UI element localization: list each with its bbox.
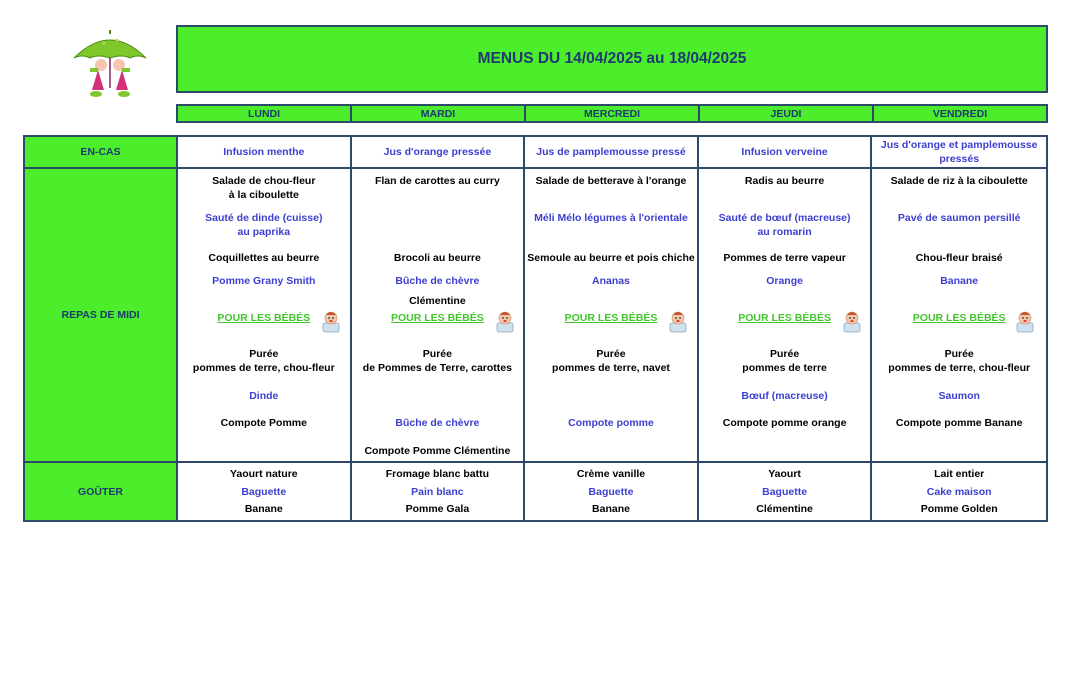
bebe-puree: Purée pommes de terre, chou-fleur bbox=[888, 348, 1031, 374]
page-title: MENUS DU 14/04/2025 au 18/04/2025 bbox=[176, 25, 1048, 93]
midi-extra: Clémentine bbox=[409, 295, 466, 307]
bebe-plat: Bœuf (macreuse) bbox=[741, 390, 828, 402]
bebe-puree: Purée pommes de terre, chou-fleur bbox=[192, 348, 335, 374]
bebe-dessert: Compote pomme Banane bbox=[895, 417, 1023, 429]
day-jeudi: JEUDI bbox=[700, 106, 874, 121]
midi-dessert: Bûche de chèvre bbox=[395, 275, 480, 287]
midi-accompagnement: Brocoli au beurre bbox=[393, 252, 481, 264]
bebe-plat: Dinde bbox=[249, 390, 279, 402]
encas-lundi: Infusion menthe bbox=[178, 137, 352, 169]
gouter-fruit: Banane bbox=[244, 503, 283, 516]
gouter-pain: Cake maison bbox=[926, 485, 992, 498]
midi-dessert: Banane bbox=[940, 275, 979, 287]
gouter-laitage: Crème vanille bbox=[576, 467, 646, 480]
gouter-vendredi bbox=[872, 463, 1046, 520]
day-vendredi: VENDREDI bbox=[932, 107, 988, 120]
midi-entree: Salade de riz à la ciboulette bbox=[890, 175, 1028, 187]
bebes-label: POUR LES BÉBÉS bbox=[738, 312, 831, 324]
bebe-dessert: Compote pomme orange bbox=[722, 417, 847, 429]
days-header bbox=[176, 104, 1048, 123]
row-label-encas: EN-CAS bbox=[25, 137, 178, 169]
encas-vendredi: Jus d'orange et pamplemousse pressés bbox=[872, 137, 1046, 169]
gouter-pain: Baguette bbox=[241, 485, 287, 498]
midi-accompagnement: Chou-fleur braisé bbox=[915, 252, 1003, 264]
bebes-label: POUR LES BÉBÉS bbox=[217, 312, 311, 324]
bebes-label: POUR LES BÉBÉS bbox=[564, 312, 658, 324]
midi-dessert: Pomme Grany Smith bbox=[212, 275, 316, 287]
gouter-fruit: Clémentine bbox=[756, 503, 813, 516]
girl-umbrella-icon bbox=[70, 28, 150, 100]
row-label-gouter: GOÛTER bbox=[25, 463, 178, 520]
gouter-pain: Baguette bbox=[762, 485, 808, 498]
row-label-midi: REPAS DE MIDI bbox=[25, 169, 178, 463]
gouter-jeudi bbox=[699, 463, 873, 520]
bebe-puree: Purée pommes de terre bbox=[742, 348, 827, 374]
baby-icon bbox=[320, 309, 342, 333]
bebe-puree: Purée de Pommes de Terre, carottes bbox=[362, 348, 512, 374]
gouter-fruit: Pomme Golden bbox=[920, 503, 998, 516]
midi-entree: Salade de betterave à l'orange bbox=[535, 175, 687, 187]
day-mercredi: MERCREDI bbox=[526, 106, 700, 121]
midi-vendredi bbox=[872, 169, 1046, 463]
gouter-lundi bbox=[178, 463, 352, 520]
bebes-label: POUR LES BÉBÉS bbox=[912, 312, 1006, 324]
bebe-dessert: Compote Pomme bbox=[220, 417, 307, 429]
encas-mercredi: Jus de pamplemousse pressé bbox=[525, 137, 699, 169]
gouter-fruit: Banane bbox=[592, 503, 630, 516]
midi-jeudi bbox=[699, 169, 873, 463]
gouter-laitage: Lait entier bbox=[934, 467, 985, 480]
baby-icon bbox=[1014, 309, 1036, 333]
midi-accompagnement: Coquillettes au beurre bbox=[208, 252, 320, 264]
gouter-mardi bbox=[352, 463, 526, 520]
bebe-dessert: Bûche de chèvre bbox=[395, 417, 480, 429]
bebe-dessert-extra: Compote Pomme Clémentine bbox=[364, 445, 511, 457]
midi-plat: Méli Mélo légumes à l'orientale bbox=[534, 212, 688, 224]
day-lundi: LUNDI bbox=[178, 106, 352, 121]
gouter-pain: Pain blanc bbox=[411, 485, 464, 498]
midi-entree: Flan de carottes au curry bbox=[374, 175, 500, 187]
encas-jeudi: Infusion verveine bbox=[699, 137, 873, 169]
midi-mardi bbox=[352, 169, 526, 463]
baby-icon bbox=[667, 309, 689, 333]
midi-plat: Sauté de bœuf (macreuse) au romarin bbox=[718, 212, 851, 238]
gouter-laitage: Fromage blanc battu bbox=[385, 467, 490, 480]
gouter-pain: Baguette bbox=[588, 485, 634, 498]
day-mardi: MARDI bbox=[352, 106, 526, 121]
midi-lundi bbox=[178, 169, 352, 463]
midi-entree: Radis au beurre bbox=[744, 175, 825, 187]
midi-accompagnement: Semoule au beurre et pois chiche bbox=[527, 252, 695, 264]
gouter-laitage: Yaourt nature bbox=[229, 467, 298, 480]
midi-dessert: Orange bbox=[766, 275, 803, 287]
midi-plat: Pavé de saumon persillé bbox=[897, 212, 1021, 224]
encas-mardi: Jus d'orange pressée bbox=[352, 137, 526, 169]
baby-icon bbox=[841, 309, 863, 333]
gouter-laitage: Yaourt bbox=[768, 467, 801, 480]
menu-table bbox=[23, 135, 1048, 522]
midi-entree: Salade de chou-fleur à la ciboulette bbox=[212, 175, 316, 201]
midi-plat: Sauté de dinde (cuisse) au paprika bbox=[205, 212, 323, 238]
midi-accompagnement: Pommes de terre vapeur bbox=[723, 252, 846, 264]
bebe-plat: Saumon bbox=[938, 390, 980, 402]
midi-dessert: Ananas bbox=[592, 275, 630, 287]
bebe-dessert: Compote pomme bbox=[568, 417, 654, 429]
midi-mercredi bbox=[525, 169, 699, 463]
bebes-label: POUR LES BÉBÉS bbox=[391, 312, 484, 324]
bebe-puree: Purée pommes de terre, navet bbox=[552, 348, 670, 374]
baby-icon bbox=[494, 309, 516, 333]
gouter-mercredi bbox=[525, 463, 699, 520]
gouter-fruit: Pomme Gala bbox=[405, 503, 470, 516]
